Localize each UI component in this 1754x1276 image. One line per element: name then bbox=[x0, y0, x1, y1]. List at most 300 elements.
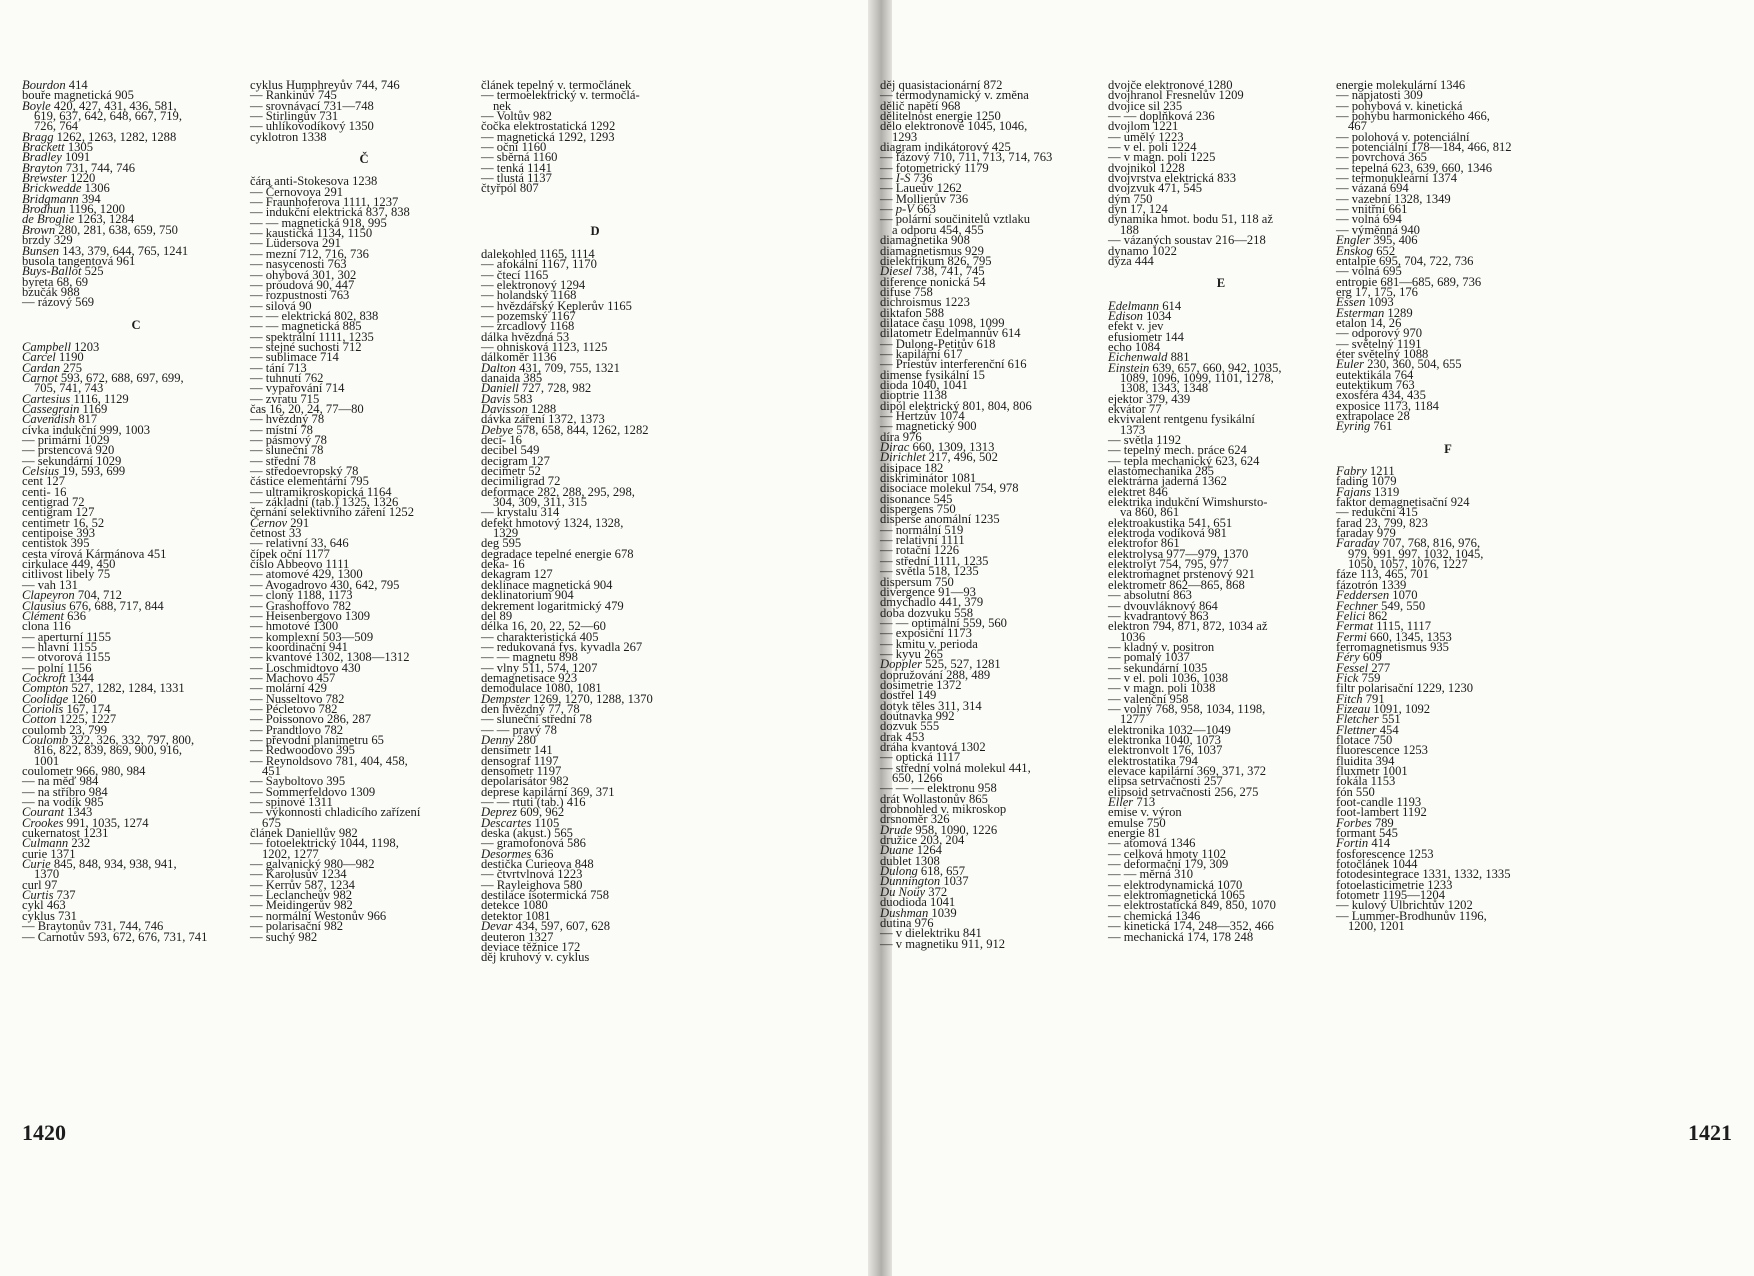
index-entry: Davisson 1288 bbox=[481, 401, 557, 416]
index-entry: — Poissonovo 286, 287 bbox=[250, 712, 372, 727]
index-entry: Cassegrain 1169 bbox=[22, 401, 108, 416]
person-name: Bunsen bbox=[22, 243, 60, 258]
index-entry: Dirac 660, 1309, 1313 bbox=[880, 440, 995, 455]
index-entry: — vazební 1328, 1349 bbox=[1336, 191, 1451, 206]
index-column bbox=[481, 80, 709, 963]
person-name: Eller bbox=[1108, 795, 1134, 810]
index-entry: Fajans 1319 bbox=[1336, 484, 1400, 499]
index-entry: dekagram 127 bbox=[481, 567, 553, 582]
person-name: Duane bbox=[880, 843, 914, 858]
index-entry: entalpie 695, 704, 722, 736 bbox=[1336, 253, 1474, 268]
index-entry: dělo elektronové 1045, 1046, bbox=[880, 119, 1028, 134]
index-entry: densimetr 141 bbox=[481, 743, 553, 758]
person-name: Descartes bbox=[481, 815, 532, 830]
index-entry: — tepelná 623, 639, 660, 1346 bbox=[1336, 160, 1493, 175]
index-entry: coulomb 23, 799 bbox=[22, 722, 108, 737]
index-entry-continuation: 1329 bbox=[493, 526, 519, 541]
index-entry: — v magn. poli 1038 bbox=[1108, 681, 1216, 696]
index-entry-continuation: 1050, 1057, 1076, 1227 bbox=[1348, 557, 1468, 572]
person-name: Einstein bbox=[1108, 360, 1150, 375]
index-entry: — vnitřní 661 bbox=[1336, 202, 1408, 217]
index-entry: — primární 1029 bbox=[22, 433, 110, 447]
person-name: Davis bbox=[481, 391, 511, 406]
index-entry: diamagnetismus 929 bbox=[880, 243, 984, 258]
index-entry: Compton 527, 1282, 1284, 1331 bbox=[22, 681, 185, 696]
index-entry: difuse 758 bbox=[880, 284, 933, 299]
index-entry: Bridgmann 394 bbox=[22, 191, 101, 206]
index-entry: centi- 16 bbox=[22, 484, 67, 499]
index-entry: danaida 385 bbox=[481, 370, 543, 385]
index-entry: Desormes 636 bbox=[481, 846, 554, 861]
index-entry: — v el. poli 1036, 1038 bbox=[1108, 670, 1228, 685]
index-entry: fón 550 bbox=[1336, 784, 1375, 799]
person-name: de Broglie bbox=[22, 212, 75, 227]
index-entry: — hlavní 1155 bbox=[22, 639, 98, 654]
index-entry: — Pécletovo 782 bbox=[250, 701, 338, 716]
index-column bbox=[22, 80, 250, 942]
person-name: Edelmann bbox=[1108, 298, 1160, 313]
index-entry: — Hertzův 1074 bbox=[880, 409, 965, 423]
index-entry: elektrostatika 794 bbox=[1108, 753, 1198, 768]
index-entry: — na měď 984 bbox=[22, 774, 99, 789]
index-entry: — Sayboltovo 395 bbox=[250, 774, 346, 789]
index-entry: — vlny 511, 574, 1207 bbox=[481, 660, 598, 675]
index-entry: — Stirlingův 731 bbox=[250, 109, 339, 124]
index-entry: Diesel 738, 741, 745 bbox=[880, 264, 985, 279]
person-name: Doppler bbox=[880, 657, 922, 672]
index-entry: dvojice sil 235 bbox=[1108, 98, 1183, 113]
person-name: Černov bbox=[250, 515, 288, 530]
index-entry: dosimetrie 1372 bbox=[880, 677, 962, 692]
index-entry: fluxmetr 1001 bbox=[1336, 764, 1408, 778]
index-entry: — pásmový 78 bbox=[250, 433, 327, 447]
index-entry: elektrofor 861 bbox=[1108, 536, 1180, 551]
index-entry: Courant 1343 bbox=[22, 805, 93, 820]
index-entry: — silová 90 bbox=[250, 298, 312, 313]
person-name: Felici bbox=[1336, 608, 1366, 623]
index-entry: degradace tepelné energie 678 bbox=[481, 546, 634, 561]
index-entry: — Redwoodovo 395 bbox=[250, 743, 355, 758]
index-entry: Brown 280, 281, 638, 659, 750 bbox=[22, 222, 178, 237]
index-entry: Brayton 731, 744, 746 bbox=[22, 160, 135, 175]
index-entry: — Fraunhoferova 1111, 1237 bbox=[250, 195, 399, 210]
index-entry: — Machovo 457 bbox=[250, 670, 336, 685]
index-entry: dělič napětí 968 bbox=[880, 98, 961, 113]
person-name: Clément bbox=[22, 608, 64, 623]
index-entry: díra 976 bbox=[880, 429, 922, 444]
person-name: Enskog bbox=[1336, 243, 1374, 258]
index-entry: Essen 1093 bbox=[1336, 295, 1394, 310]
index-entry: — volný 768, 958, 1034, 1198, bbox=[1108, 701, 1266, 716]
person-name: Culmann bbox=[22, 836, 69, 851]
index-entry: Fermat 1115, 1117 bbox=[1336, 619, 1432, 634]
index-entry: Dalton 431, 709, 755, 1321 bbox=[481, 360, 620, 375]
person-name: Crookes bbox=[22, 815, 64, 830]
index-entry: dopružování 288, 489 bbox=[880, 667, 991, 682]
index-entry: — spinové 1311 bbox=[250, 795, 333, 810]
index-entry: ekvátor 77 bbox=[1108, 401, 1162, 416]
index-entry: — sluneční 78 bbox=[250, 443, 324, 458]
index-entry: densograf 1197 bbox=[481, 753, 559, 768]
person-name: Dushman bbox=[880, 905, 929, 920]
index-entry-continuation: 816, 822, 839, 869, 900, 916, bbox=[34, 743, 182, 758]
index-entry: — v dielektriku 841 bbox=[880, 926, 982, 941]
index-entry: — povrchová 365 bbox=[1336, 150, 1427, 165]
index-entry: — I-S 736 bbox=[880, 171, 933, 186]
index-entry: fluorescence 1253 bbox=[1336, 743, 1428, 758]
index-entry: — Avogadrovo 430, 642, 795 bbox=[250, 577, 400, 592]
index-entry: — výkonnosti chladicího zařízení bbox=[250, 805, 421, 820]
person-name: Dirichlet bbox=[880, 450, 926, 465]
index-entry-continuation: 726, 764 bbox=[34, 119, 79, 134]
index-entry: deuteron 1327 bbox=[481, 929, 554, 944]
index-entry: — kmitu v. perioda bbox=[880, 636, 978, 651]
index-entry: echo 1084 bbox=[1108, 339, 1161, 354]
index-entry: — stejné suchosti 712 bbox=[250, 339, 362, 354]
person-name: Buys-Ballot bbox=[22, 264, 82, 279]
index-entry: číslo Abbeovo 1111 bbox=[250, 557, 350, 572]
index-entry: decigram 127 bbox=[481, 453, 550, 468]
index-entry: černání selektivního záření 1252 bbox=[250, 505, 415, 520]
index-entry: částice elementární 795 bbox=[250, 474, 369, 489]
index-entry: dmychadlo 441, 379 bbox=[880, 595, 984, 610]
index-entry: Brodhun 1196, 1200 bbox=[22, 202, 125, 217]
index-entry: Fizeau 1091, 1092 bbox=[1336, 701, 1431, 716]
index-entry: Esterman 1289 bbox=[1336, 305, 1413, 320]
index-entry: — Meidingerův 982 bbox=[250, 898, 353, 913]
index-entry: — čtvrtvlnová 1223 bbox=[481, 867, 583, 882]
index-entry: dotyk těles 311, 314 bbox=[880, 698, 982, 713]
index-entry: Davis 583 bbox=[481, 391, 533, 406]
index-entry-continuation: 467 bbox=[1348, 119, 1367, 134]
index-entry: — polohová v. potenciální bbox=[1336, 129, 1470, 144]
index-entry: elektrárna jaderná 1362 bbox=[1108, 474, 1227, 489]
person-name: Carcel bbox=[22, 350, 56, 365]
index-entry: flotace 750 bbox=[1336, 732, 1393, 747]
index-entry: Coriolis 167, 174 bbox=[22, 701, 111, 716]
index-entry: disociace molekul 754, 978 bbox=[880, 481, 1019, 496]
person-name: Fletcher bbox=[1336, 712, 1379, 727]
index-entry: dioda 1040, 1041 bbox=[880, 377, 968, 392]
index-entry: — Mollierův 736 bbox=[880, 191, 969, 206]
index-entry: dýza 444 bbox=[1108, 253, 1154, 268]
index-entry: Clapeyron 704, 712 bbox=[22, 588, 122, 603]
index-entry: — Dulong-Petitův 618 bbox=[880, 336, 996, 351]
index-entry: dým 750 bbox=[1108, 191, 1153, 206]
index-entry-continuation: 1293 bbox=[892, 129, 918, 144]
index-entry: — střední 78 bbox=[250, 453, 316, 468]
index-entry: faktor demagnetisační 924 bbox=[1336, 495, 1470, 510]
index-entry-continuation: 1200, 1201 bbox=[1348, 919, 1405, 934]
index-entry-continuation: 650, 1266 bbox=[892, 771, 943, 786]
person-name: Bridgmann bbox=[22, 191, 79, 206]
index-entry: diagram indikátorový 425 bbox=[880, 140, 1011, 155]
person-name: Fajans bbox=[1336, 484, 1371, 499]
index-entry: decibel 549 bbox=[481, 443, 540, 458]
index-entry: — elektromagnetická 1065 bbox=[1108, 888, 1246, 903]
index-entry: — Braytonův 731, 744, 746 bbox=[22, 919, 164, 934]
index-column bbox=[880, 80, 1106, 949]
index-entry: dvojvrstva elektrická 833 bbox=[1108, 171, 1236, 186]
index-entry: — suchý 982 bbox=[250, 929, 318, 944]
index-entry: čípek oční 1177 bbox=[250, 546, 330, 561]
index-entry: dráha kvantová 1302 bbox=[880, 740, 986, 754]
index-entry: — celková hmoty 1102 bbox=[1108, 846, 1227, 861]
index-entry-continuation: 979, 991, 997, 1032, 1045, bbox=[1348, 546, 1484, 561]
index-entry: Coulomb 322, 326, 332, 797, 800, bbox=[22, 732, 195, 747]
index-entry: elektrometr 862—865, 868 bbox=[1108, 577, 1245, 592]
index-entry: — Černovova 291 bbox=[250, 184, 344, 199]
section-letter: D bbox=[590, 224, 600, 239]
index-entry: Felici 862 bbox=[1336, 608, 1388, 623]
index-entry: Duane 1264 bbox=[880, 843, 942, 858]
index-entry: Brickwedde 1306 bbox=[22, 181, 110, 196]
person-name: Dirac bbox=[880, 440, 910, 455]
index-entry: — volná 695 bbox=[1336, 264, 1402, 279]
index-entry: diamagnetika 908 bbox=[880, 233, 970, 248]
person-name: Feddersen bbox=[1336, 588, 1390, 603]
index-entry: Einstein 639, 657, 660, 942, 1035, bbox=[1108, 360, 1282, 375]
index-entry: clona 116 bbox=[22, 619, 71, 634]
index-entry: Dirichlet 217, 496, 502 bbox=[880, 450, 998, 465]
person-name: Dempster bbox=[481, 691, 530, 706]
index-entry: Clausius 676, 688, 717, 844 bbox=[22, 598, 164, 613]
index-entry: — Reynoldsovo 781, 404, 458, bbox=[250, 753, 408, 768]
person-name: Fessel bbox=[1336, 660, 1369, 675]
index-entry: — Laueův 1262 bbox=[880, 181, 962, 196]
index-entry: — převodní planimetru 65 bbox=[250, 732, 384, 747]
person-name: Cockroft bbox=[22, 670, 66, 685]
index-entry: elevace kapilární 369, 371, 372 bbox=[1108, 764, 1267, 778]
index-entry: Cardan 275 bbox=[22, 360, 83, 375]
index-entry: — vázaná 694 bbox=[1336, 181, 1409, 196]
index-entry-continuation: 304, 309, 311, 315 bbox=[493, 495, 587, 510]
index-entry: — — — elektronu 958 bbox=[880, 781, 997, 796]
index-entry: Debye 578, 658, 844, 1262, 1282 bbox=[481, 422, 649, 437]
index-entry: Buys-Ballot 525 bbox=[22, 264, 104, 279]
person-name: Féry bbox=[1336, 650, 1360, 665]
person-name: Faraday bbox=[1336, 536, 1380, 551]
index-entry: — čtecí 1165 bbox=[481, 267, 549, 282]
index-entry: Engler 395, 406 bbox=[1336, 233, 1418, 248]
index-entry: demodulace 1080, 1081 bbox=[481, 681, 602, 696]
index-entry: Fitch 791 bbox=[1336, 691, 1385, 706]
index-entry: — elektronový 1294 bbox=[481, 277, 586, 292]
index-entry: del 89 bbox=[481, 608, 513, 623]
index-entry: efekt v. jev bbox=[1108, 319, 1164, 334]
index-entry: fázotrón 1339 bbox=[1336, 577, 1407, 592]
page-number: 1420 bbox=[22, 1120, 66, 1145]
index-entry: — střední 1111, 1235 bbox=[880, 553, 989, 568]
index-entry: centigram 127 bbox=[22, 505, 95, 520]
index-entry-continuation: va 860, 861 bbox=[1120, 505, 1180, 520]
spacer bbox=[481, 194, 709, 204]
index-entry-continuation: 705, 741, 743 bbox=[34, 381, 104, 396]
index-entry: — — optimální 559, 560 bbox=[880, 615, 1007, 630]
index-entry: Eller 713 bbox=[1108, 795, 1156, 810]
person-name: Bragg bbox=[22, 129, 54, 144]
index-entry: elektron 794, 871, 872, 1034 až bbox=[1108, 619, 1268, 634]
person-name: I-S bbox=[895, 171, 911, 186]
person-name: Coolidge bbox=[22, 691, 69, 706]
index-entry: dávka záření 1372, 1373 bbox=[481, 412, 605, 427]
person-name: Fizeau bbox=[1336, 701, 1371, 716]
index-entry-continuation: 1001 bbox=[34, 753, 60, 768]
index-entry: — p-V 663 bbox=[880, 202, 936, 217]
person-name: Brewster bbox=[22, 171, 68, 186]
index-entry: Devar 434, 597, 607, 628 bbox=[481, 919, 611, 934]
index-entry: fotočlánek 1044 bbox=[1336, 857, 1418, 872]
index-entry: — fotoelektrický 1044, 1198, bbox=[250, 836, 399, 851]
person-name: Cartesius bbox=[22, 391, 71, 406]
person-name: Debye bbox=[481, 422, 514, 437]
index-entry: — fázový 710, 711, 713, 714, 763 bbox=[880, 150, 1053, 165]
index-entry: — tepla mechanický 623, 624 bbox=[1108, 453, 1260, 468]
index-entry: Fermi 660, 1345, 1353 bbox=[1336, 629, 1452, 644]
index-entry: Dempster 1269, 1270, 1288, 1370 bbox=[481, 691, 653, 706]
index-entry: — pozemský 1167 bbox=[481, 308, 576, 323]
index-entry: Dulong 618, 657 bbox=[880, 864, 966, 879]
index-entry: fading 1079 bbox=[1336, 474, 1397, 489]
index-entry: — tenká 1141 bbox=[481, 160, 552, 175]
index-entry: — termodynamický v. změna bbox=[880, 88, 1029, 103]
index-entry: Fick 759 bbox=[1336, 670, 1381, 685]
index-entry: Deprez 609, 962 bbox=[481, 805, 565, 820]
index-entry: Campbell 1203 bbox=[22, 339, 100, 354]
index-entry: — kinetická 174, 248—352, 466 bbox=[1108, 919, 1274, 934]
index-column bbox=[1108, 80, 1334, 942]
index-entry: elipsa setrvačnosti 257 bbox=[1108, 774, 1223, 789]
index-entry: dublet 1308 bbox=[880, 853, 940, 868]
person-name: Fortin bbox=[1336, 836, 1369, 851]
index-entry: Bunsen 143, 379, 644, 765, 1241 bbox=[22, 243, 189, 258]
index-entry: čtyřpól 807 bbox=[481, 181, 539, 196]
index-entry: dekrement logaritmický 479 bbox=[481, 598, 624, 613]
person-name: Essen bbox=[1336, 295, 1366, 310]
index-entry: — chemická 1346 bbox=[1108, 908, 1201, 923]
index-entry: — — pravý 78 bbox=[481, 722, 557, 737]
person-name: Eichenwald bbox=[1108, 350, 1168, 365]
index-entry: dělitelnost energie 1250 bbox=[880, 109, 1001, 124]
index-entry: dipól elektrický 801, 804, 806 bbox=[880, 398, 1032, 413]
person-name: Carnot bbox=[22, 370, 58, 385]
index-entry: — kulový Ulbrichtův 1202 bbox=[1336, 898, 1473, 913]
index-entry: — dvouvláknový 864 bbox=[1108, 598, 1218, 613]
index-entry: elektroda vodíková 981 bbox=[1108, 526, 1227, 541]
index-entry: — afokální 1167, 1170 bbox=[481, 257, 597, 272]
index-entry: Cotton 1225, 1227 bbox=[22, 712, 117, 727]
person-name: Brickwedde bbox=[22, 181, 82, 196]
index-entry: Brewster 1220 bbox=[22, 171, 96, 186]
index-entry: dálkoměr 1136 bbox=[481, 350, 557, 365]
person-name: p-V bbox=[895, 202, 914, 217]
index-entry: centistok 395 bbox=[22, 536, 90, 551]
index-entry: Coolidge 1260 bbox=[22, 691, 97, 706]
index-entry: — na vodík 985 bbox=[22, 795, 104, 810]
index-entry: Carnot 593, 672, 688, 697, 699, bbox=[22, 370, 184, 385]
index-entry: Descartes 1105 bbox=[481, 815, 560, 830]
index-entry: — sublimace 714 bbox=[250, 350, 339, 365]
index-entry: Edison 1034 bbox=[1108, 308, 1172, 323]
index-entry: curl 97 bbox=[22, 877, 58, 892]
index-entry: disperse anomální 1235 bbox=[880, 512, 1000, 527]
index-entry: ferromagnetismus 935 bbox=[1336, 639, 1449, 654]
person-name: Du Noüy bbox=[880, 884, 926, 899]
index-entry: — mechanická 174, 178 248 bbox=[1108, 929, 1254, 944]
index-entry: divergence 91—93 bbox=[880, 584, 976, 599]
index-entry: — hvězdářský Keplerův 1165 bbox=[481, 298, 632, 313]
person-name: Esterman bbox=[1336, 305, 1385, 320]
index-entry: Černov 291 bbox=[250, 515, 310, 530]
index-entry: — výměnná 940 bbox=[1336, 222, 1420, 237]
index-entry: — střední volná molekul 441, bbox=[880, 760, 1031, 775]
index-entry: — Carnotův 593, 672, 676, 731, 741 bbox=[22, 929, 208, 944]
index-entry-continuation: 1373 bbox=[1120, 422, 1146, 437]
index-entry: — krystalu 314 bbox=[481, 505, 560, 520]
index-entry: — Loschmidtovo 430 bbox=[250, 660, 361, 675]
person-name: Clausius bbox=[22, 598, 67, 613]
index-entry: Crookes 991, 1035, 1274 bbox=[22, 815, 149, 830]
index-entry: — Leclancheův 982 bbox=[250, 888, 353, 903]
index-entry: — polární součinitelů vztlaku bbox=[880, 212, 1031, 227]
index-entry: — magnetická 1292, 1293 bbox=[481, 129, 615, 144]
person-name: Bradley bbox=[22, 150, 62, 165]
index-entry: Curie 845, 848, 934, 938, 941, bbox=[22, 857, 177, 872]
index-entry: dvojnikol 1228 bbox=[1108, 160, 1185, 175]
index-entry: energie 81 bbox=[1108, 826, 1161, 841]
index-entry: Fechner 549, 550 bbox=[1336, 598, 1426, 613]
index-entry: depolarisátor 982 bbox=[481, 774, 569, 789]
person-name: Engler bbox=[1336, 233, 1371, 248]
index-entry: detekce 1080 bbox=[481, 898, 548, 913]
person-name: Brown bbox=[22, 222, 56, 237]
index-entry: — kladný v. positron bbox=[1108, 639, 1215, 654]
person-name: Compton bbox=[22, 681, 69, 696]
person-name: Boyle bbox=[22, 98, 51, 113]
index-entry: — kapilární 617 bbox=[880, 346, 963, 361]
index-entry: — Nusseltovo 782 bbox=[250, 691, 345, 706]
index-entry: elektromagnet prstenový 921 bbox=[1108, 567, 1255, 582]
index-entry: drát Wollastonův 865 bbox=[880, 791, 988, 806]
index-entry: — elektrodynamická 1070 bbox=[1108, 877, 1243, 892]
index-entry: deklinatorium 904 bbox=[481, 588, 574, 603]
person-name: Dalton bbox=[481, 360, 516, 375]
index-entry: — Lummer-Brodhunův 1196, bbox=[1336, 908, 1487, 923]
index-entry: — galvanický 980—982 bbox=[250, 857, 375, 872]
person-name: Diesel bbox=[880, 264, 913, 279]
index-entry: — Heisenbergovo 1309 bbox=[250, 608, 371, 623]
index-entry: dvojzvuk 471, 545 bbox=[1108, 181, 1203, 196]
index-entry: elektronvolt 176, 1037 bbox=[1108, 743, 1223, 758]
index-entry: Boyle 420, 427, 431, 436, 581, bbox=[22, 98, 177, 113]
index-entry-continuation: 1089, 1096, 1099, 1101, 1278, bbox=[1120, 370, 1274, 385]
index-entry: dispergens 750 bbox=[880, 502, 956, 517]
index-entry: Du Noüy 372 bbox=[880, 884, 948, 899]
index-entry: filtr polarisační 1229, 1230 bbox=[1336, 681, 1474, 696]
index-entry: fáze 113, 465, 701 bbox=[1336, 567, 1429, 582]
index-entry: deformace 282, 288, 295, 298, bbox=[481, 484, 635, 499]
index-entry: — světla 1192 bbox=[1108, 433, 1181, 447]
index-entry: eutektikum 763 bbox=[1336, 377, 1415, 392]
index-entry: efusiometr 144 bbox=[1108, 329, 1184, 344]
person-name: Coulomb bbox=[22, 732, 69, 747]
index-entry: — Karolusův 1234 bbox=[250, 867, 347, 882]
index-entry: délka 16, 20, 22, 52—60 bbox=[481, 619, 606, 634]
index-entry: elastomechanika 285 bbox=[1108, 464, 1214, 479]
index-entry: — pohybová v. kinetická bbox=[1336, 98, 1463, 113]
index-entry: — deformační 179, 309 bbox=[1108, 857, 1229, 872]
index-entry: fotodesintegrace 1331, 1332, 1335 bbox=[1336, 867, 1511, 882]
